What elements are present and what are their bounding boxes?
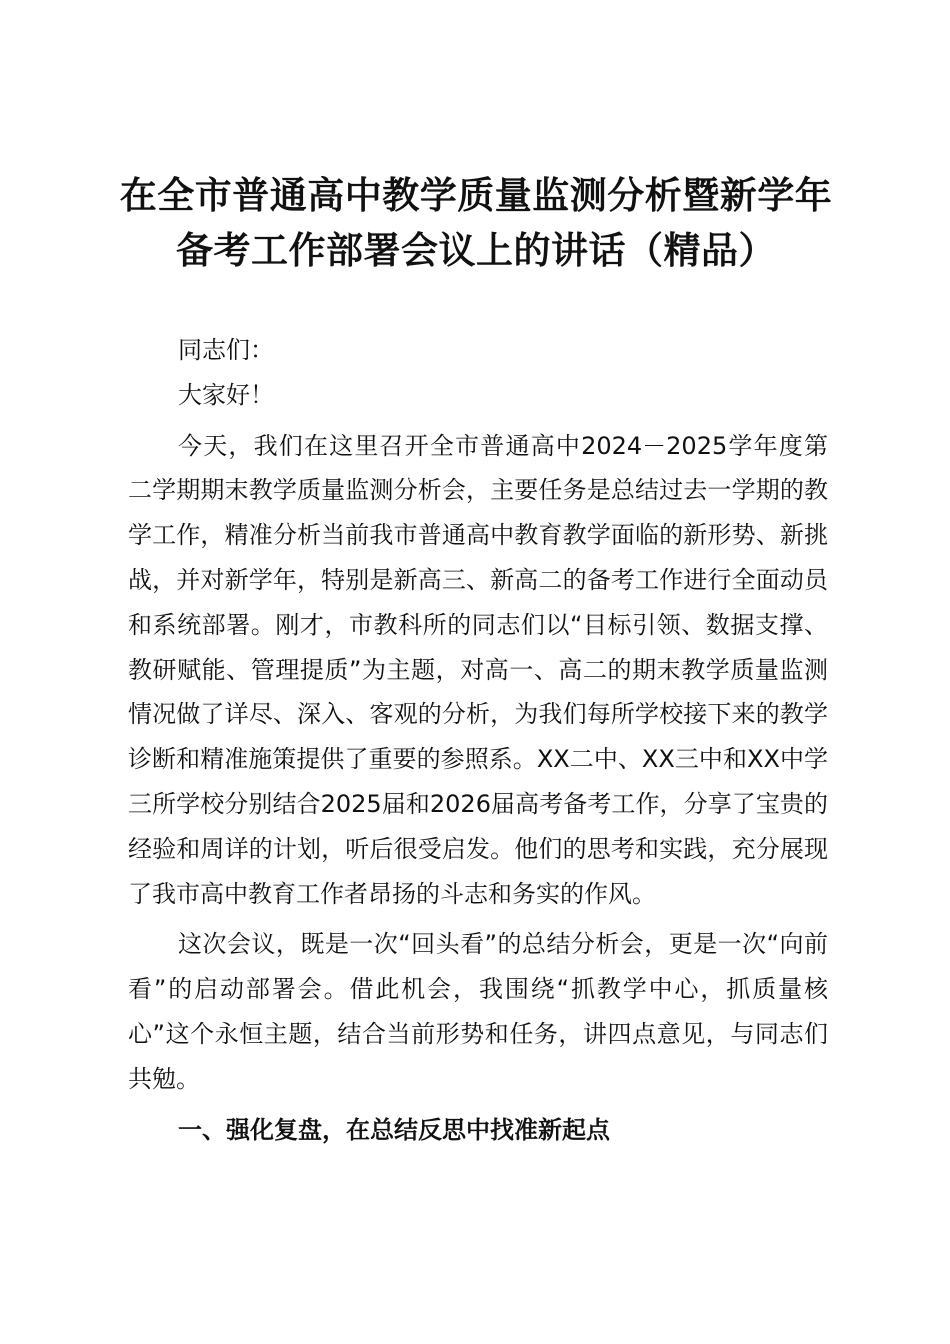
paragraph-opening: 今天，我们在这里召开全市普通高中2024－2025学年度第二学期期末教学质量监测分析会，主要任务是总结过去一学期的教学工作，精准分析当前我市普通高中教育教学面临的新形势、新挑战，并对新学年，特别是新高三、新高二的备考工作进行全面动员和系统部署。刚才，市教科所的同志们以“目标引领、数据支撑、教研赋能、管理提质”为主题，对高一、高二的期末教学质量监测情况做了详尽、深入、客观的分析，为我们每所学校接下来的教学诊断和精准施策提供了重要的参照系。XX二中、XX三中和XX中学三所学校分别结合2025届和2026届高考备考工作，分享了宝贵的经验和周详的计划，听后很受启发。他们的思考和实践，充分展现了我市高中教育工作者昂扬的斗志和务实的作风。 — [128, 431, 828, 908]
section-heading: 一、强化复盘，在总结反思中找准新起点 — [178, 1115, 610, 1144]
document-title: 在全市普通高中教学质量监测分析暨新学年备考工作部署会议上的讲话（精品） — [119, 174, 833, 272]
greeting: 大家好！ — [178, 380, 274, 409]
paragraph-purpose: 这次会议，既是一次“回头看”的总结分析会，更是一次“向前看”的启动部署会。借此机会，我围绕“抓教学中心，抓质量核心”这个永恒主题，结合当前形势和任务，讲四点意见，与同志们共勉。 — [128, 930, 828, 1093]
document-body — [128, 328, 828, 1152]
salutation: 同志们： — [178, 336, 274, 364]
